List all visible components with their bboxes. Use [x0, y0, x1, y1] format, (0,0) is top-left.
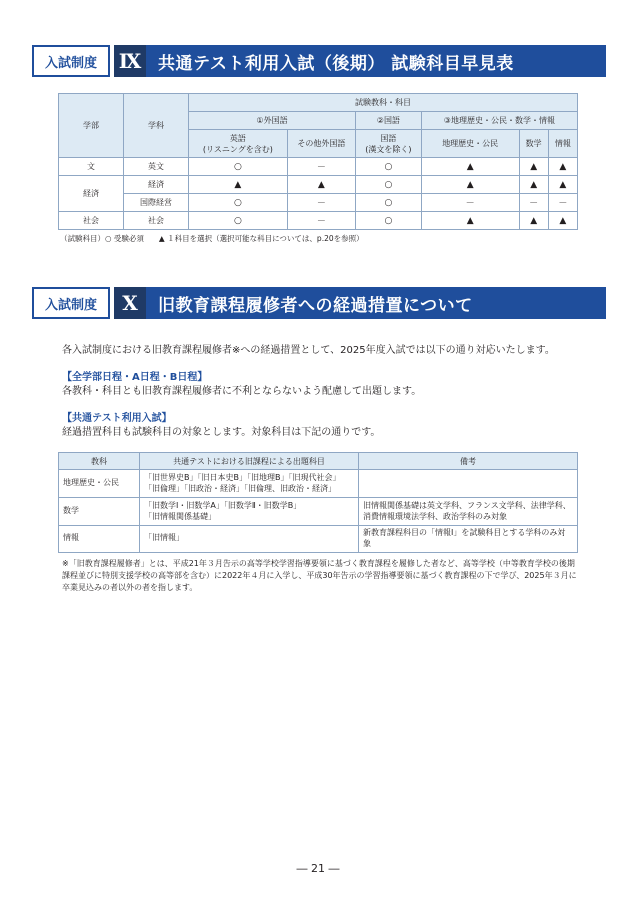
footnote: ※「旧教育課程履修者」とは、平成21年３月告示の高等学校学習指導要領に基づく教育課程を履修した者など、高等学校（中等教育学校の後期課程並びに特別支援学校の高等部を含む）に2022年４月に入学し、平成30年告示の学習指導要領に基づく教育課程の下で学び、2025年３月に卒業見込みの者以外の者を指します。	[62, 559, 577, 592]
old-subjects-cell: 「旧数学Ⅰ・旧数学A」「旧数学Ⅱ・旧数学B」 「旧情報関係基礎」	[140, 498, 359, 526]
remarks-cell	[359, 470, 578, 498]
table-row	[59, 526, 578, 553]
dept-cell: 国際経営	[124, 194, 189, 212]
table-row	[59, 158, 578, 176]
value-cell: ▲	[548, 176, 577, 194]
value-cell: ▲	[519, 158, 548, 176]
general-text: 各教科・科目とも旧教育課程履修者に不利とならないよう配慮して出題します。	[62, 386, 422, 397]
header-faculty: 学部	[59, 94, 124, 158]
value-cell: ○	[355, 158, 421, 176]
value-cell: ○	[355, 176, 421, 194]
header-group-other: ③地理歴史・公民・数学・情報	[421, 112, 577, 130]
table-row	[59, 498, 578, 526]
header-other-foreign: その他外国語	[287, 130, 355, 158]
section-10-number: Ⅹ	[114, 287, 146, 319]
value-cell: －	[287, 194, 355, 212]
section-9-header	[32, 45, 606, 77]
header-subjects: 試験教科・科目	[189, 94, 578, 112]
value-cell: ▲	[421, 176, 519, 194]
faculty-cell: 文	[59, 158, 124, 176]
header-info: 情報	[548, 130, 577, 158]
value-cell: ▲	[548, 212, 577, 230]
table-row	[59, 194, 578, 212]
exam-subjects-table	[58, 93, 578, 230]
table-legend-note: （試験科目）○ 受験必須 ▲ １科目を選択（選択可能な科目については、p.20を参照）	[60, 234, 364, 243]
section-9-title: 共通テスト利用入試（後期） 試験科目早見表	[146, 45, 606, 77]
dept-cell: 英文	[124, 158, 189, 176]
faculty-cell: 社会	[59, 212, 124, 230]
old-subjects-cell: 「旧情報」	[140, 526, 359, 553]
value-cell: ▲	[189, 176, 288, 194]
value-cell: －	[287, 212, 355, 230]
value-cell: ▲	[519, 212, 548, 230]
header-math: 数学	[519, 130, 548, 158]
transitional-subjects-table	[58, 452, 578, 553]
common-test-text: 経過措置科目も試験科目の対象とします。対象科目は下記の通りです。	[62, 427, 381, 438]
subject-cell: 地理歴史・公民	[59, 470, 140, 498]
value-cell: －	[548, 194, 577, 212]
section-10-header	[32, 287, 606, 319]
section-10-title: 旧教育課程履修者への経過措置について	[146, 287, 606, 319]
old-subjects-cell: 「旧世界史B」「旧日本史B」「旧地理B」「旧現代社会」 「旧倫理」「旧政治・経済」「旧倫理、旧政治・経済」	[140, 470, 359, 498]
header-group-foreign: ①外国語	[189, 112, 356, 130]
subject-cell: 情報	[59, 526, 140, 553]
value-cell: －	[519, 194, 548, 212]
table-row	[59, 470, 578, 498]
section-9-label: 入試制度	[32, 45, 110, 77]
value-cell: ▲	[421, 158, 519, 176]
value-cell: ○	[355, 212, 421, 230]
header-english: 英語 (リスニングを含む)	[189, 130, 288, 158]
value-cell: ○	[189, 158, 288, 176]
header-geo-civics: 地理歴史・公民	[421, 130, 519, 158]
value-cell: ○	[189, 194, 288, 212]
header-old-subjects: 共通テストにおける旧課程による出題科目	[140, 453, 359, 470]
value-cell: ○	[189, 212, 288, 230]
dept-cell: 経済	[124, 176, 189, 194]
faculty-cell: 経済	[59, 176, 124, 212]
section-9-number: Ⅸ	[114, 45, 146, 77]
remarks-cell: 新教育課程科目の「情報Ⅰ」を試験科目とする学科のみ対象	[359, 526, 578, 553]
header-group-japanese: ②国語	[355, 112, 421, 130]
value-cell: ○	[355, 194, 421, 212]
header-subject: 教科	[59, 453, 140, 470]
value-cell: ▲	[421, 212, 519, 230]
header-remarks: 備考	[359, 453, 578, 470]
subheading-general: 【全学部日程・A日程・B日程】	[62, 372, 208, 383]
value-cell: ▲	[548, 158, 577, 176]
value-cell: －	[287, 158, 355, 176]
table-row	[59, 176, 578, 194]
page-number: ― 21 ―	[296, 862, 340, 875]
table-row	[59, 212, 578, 230]
subheading-common-test: 【共通テスト利用入試】	[62, 413, 172, 424]
value-cell: －	[421, 194, 519, 212]
remarks-cell: 旧情報関係基礎は英文学科、フランス文学科、法律学科、消費情報環境法学科、政治学科のみ対象	[359, 498, 578, 526]
value-cell: ▲	[519, 176, 548, 194]
subject-cell: 数学	[59, 498, 140, 526]
header-dept: 学科	[124, 94, 189, 158]
value-cell: ▲	[287, 176, 355, 194]
section-10-label: 入試制度	[32, 287, 110, 319]
header-japanese: 国語 (漢文を除く)	[355, 130, 421, 158]
dept-cell: 社会	[124, 212, 189, 230]
intro-text: 各入試制度における旧教育課程履修者※への経過措置として、2025年度入試では以下の通り対応いたします。	[62, 345, 555, 356]
